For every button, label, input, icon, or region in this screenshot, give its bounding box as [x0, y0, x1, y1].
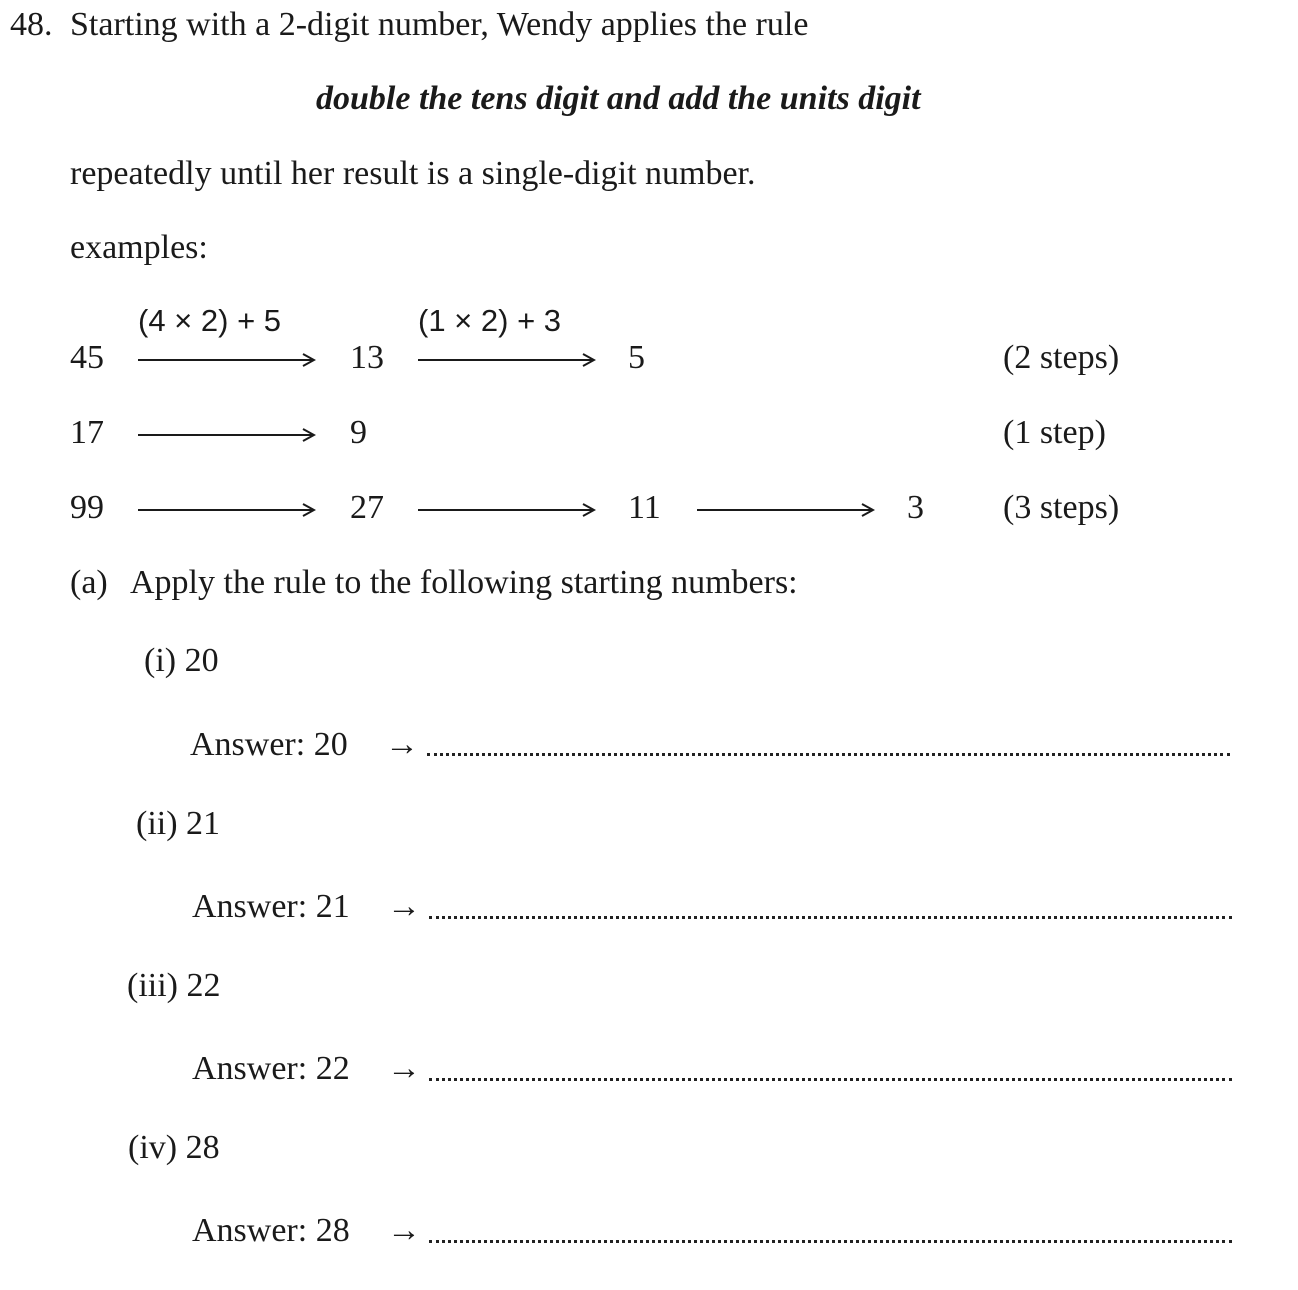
- item-iii-arrow-icon: →: [387, 1050, 421, 1087]
- item-ii-answer-line[interactable]: [429, 913, 1232, 919]
- example-3-step-2-result: 11: [628, 489, 661, 526]
- rule-text: double the tens digit and add the units digit: [316, 80, 921, 117]
- example-1-step-2-result: 5: [628, 339, 645, 376]
- example-2-step-1-result: 9: [350, 414, 367, 451]
- example-1-arrow-2: [418, 353, 596, 367]
- item-i-answer-line[interactable]: [427, 750, 1230, 756]
- item-i-arrow-icon: →: [385, 726, 419, 763]
- part-a-label: (a): [70, 564, 108, 601]
- example-1-step-1-result: 13: [350, 339, 384, 376]
- example-1-step-2-label: (1 × 2) + 3: [418, 303, 562, 338]
- example-3-step-3-result: 3: [907, 489, 924, 526]
- example-2-start: 17: [70, 414, 104, 451]
- example-1-count: (2 steps): [1003, 339, 1120, 376]
- example-3-arrow-3: [697, 503, 875, 517]
- item-iv-answer-line[interactable]: [429, 1237, 1232, 1243]
- item-ii-answer-prefix: Answer: 21: [192, 888, 350, 925]
- question-number: 48.: [10, 6, 53, 43]
- item-iii-label: (iii) 22: [127, 967, 221, 1004]
- question-intro: Starting with a 2-digit number, Wendy applies the rule: [70, 6, 809, 43]
- item-ii-label: (ii) 21: [136, 805, 221, 842]
- example-2-arrow-1: [138, 428, 316, 442]
- example-3-step-1-result: 27: [350, 489, 384, 526]
- item-iv-answer-prefix: Answer: 28: [192, 1212, 350, 1249]
- item-iv-arrow-icon: →: [387, 1212, 421, 1249]
- examples-label: examples:: [70, 229, 208, 266]
- item-ii-arrow-icon: →: [387, 888, 421, 925]
- example-3-arrow-1: [138, 503, 316, 517]
- example-3-arrow-2: [418, 503, 596, 517]
- item-i-label: (i) 20: [144, 642, 219, 679]
- part-a-instruction: Apply the rule to the following starting numbers:: [130, 564, 798, 601]
- item-i-answer-prefix: Answer: 20: [190, 726, 348, 763]
- example-2-count: (1 step): [1003, 414, 1106, 451]
- item-iii-answer-prefix: Answer: 22: [192, 1050, 350, 1087]
- item-iv-label: (iv) 28: [128, 1129, 220, 1166]
- example-1-start: 45: [70, 339, 104, 376]
- item-iii-answer-line[interactable]: [429, 1075, 1232, 1081]
- example-1-arrow-1: [138, 353, 316, 367]
- example-1-step-1-label: (4 × 2) + 5: [138, 303, 282, 338]
- continuation-text: repeatedly until her result is a single-digit number.: [70, 155, 756, 192]
- example-3-start: 99: [70, 489, 104, 526]
- example-3-count: (3 steps): [1003, 489, 1120, 526]
